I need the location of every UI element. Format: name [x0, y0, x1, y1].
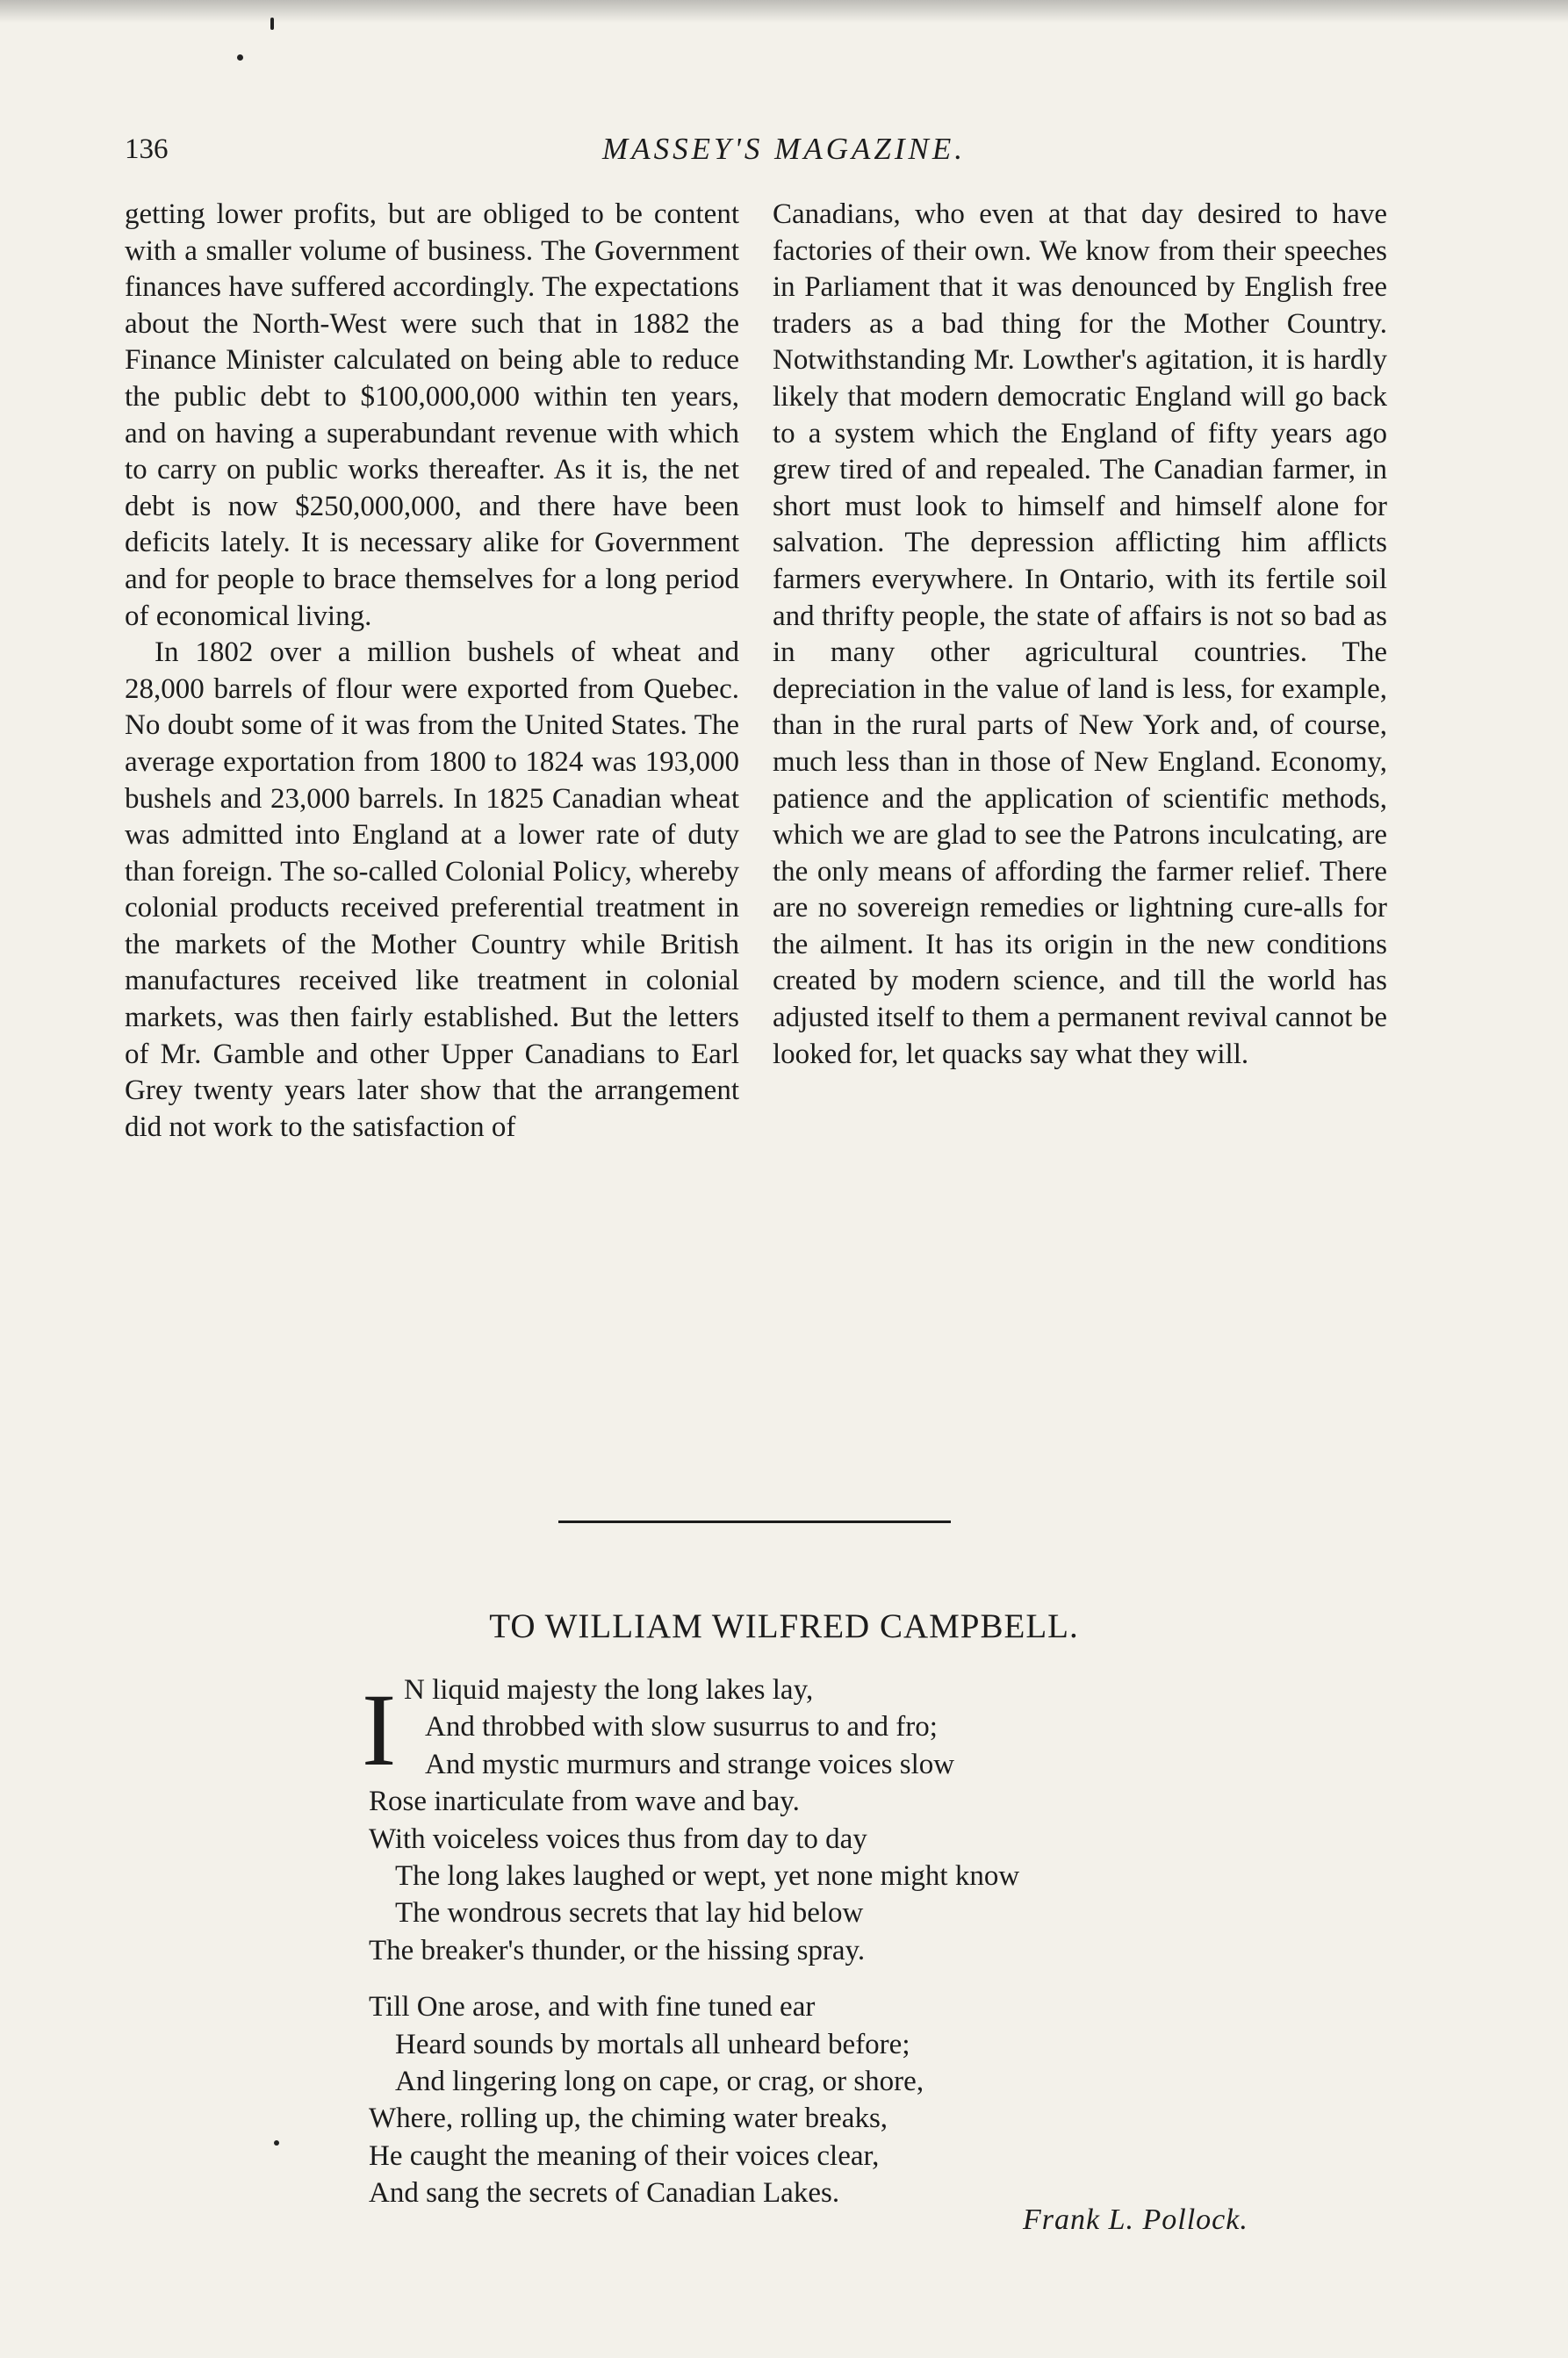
poem-author: Frank L. Pollock.: [1023, 2203, 1248, 2236]
left-column: [125, 197, 739, 1146]
poem-body: [369, 1671, 1247, 2232]
poem-line: The breaker's thunder, or the hissing spray.: [369, 1934, 866, 1966]
ink-speck: [237, 54, 243, 61]
poem-line: With voiceless voices thus from day to day: [369, 1822, 867, 1855]
paragraph: In 1802 over a million bushels of wheat and 28,000 barrels of flour were exported from Quebec. No doubt some of it was from the United States. The average exportation from 1800 to 1824 was 193,000 bushels and 23,000 barrels. In 1825 Canadian wheat was admitted into England at a lower rate of duty than foreign. The so-called Colonial Policy, whereby colonial products received preferential treatment in the markets of the Mother Country while British manufactures received like treatment in colonial markets, was then fairly established. But the letters of Mr. Gamble and other Upper Canadians to Earl Grey twenty years later show that the arrangement did not work to the satisfaction of: [125, 636, 739, 1143]
drop-cap: I: [362, 1672, 397, 1787]
poem-line: And throbbed with slow susurrus to and fro;: [425, 1711, 938, 1743]
poem-line: The wondrous secrets that lay hid below: [395, 1897, 864, 1930]
poem-line: And lingering long on cape, or crag, or shore,: [395, 2066, 924, 2098]
poem-line: Where, rolling up, the chiming water breaks,: [369, 2103, 888, 2135]
poem-line: And mystic murmurs and strange voices slow: [425, 1748, 955, 1780]
ink-speck: [274, 2140, 279, 2146]
poem-title: TO WILLIAM WILFRED CAMPBELL.: [489, 1607, 1079, 1645]
poem-line: He caught the meaning of their voices clear,: [369, 2139, 880, 2172]
scan-edge-shadow: [0, 0, 1568, 23]
poem-line: And sang the secrets of Canadian Lakes.: [369, 2177, 840, 2210]
section-divider: [558, 1520, 951, 1523]
poem-line: Heard sounds by mortals all unheard before;: [395, 2028, 910, 2060]
page-number: 136: [125, 133, 169, 165]
running-title: MASSEY'S MAGAZINE.: [602, 132, 966, 166]
poem-stanza: [369, 1988, 1247, 2211]
paragraph: getting lower profits, but are obliged to be content with a smaller volume of business. The Government finances have suffered accordingly. The expectations about the North-West were such that in 1882 the Finance Minister calculated on being able to reduce the public debt to $100,000,000 within ten years, and on having a superabundant revenue with which to carry on public works thereafter. As it is, the net debt is now $250,000,000, and there have been deficits lately. It is necessary alike for Government and for people to brace themselves for a long period of economical living.: [125, 198, 739, 632]
right-column: [773, 197, 1387, 1073]
poem-line: Till One arose, and with fine tuned ear: [369, 1991, 816, 2024]
poem-line: Rose inarticulate from wave and bay.: [369, 1786, 800, 1818]
ink-speck: [270, 18, 274, 30]
poem-line: N liquid majesty the long lakes lay,: [404, 1674, 814, 1706]
poem-line: The long lakes laughed or wept, yet none might know: [395, 1860, 1020, 1893]
poem-stanza: [369, 1671, 1247, 1969]
paragraph: Canadians, who even at that day desired to have factories of their own. We know from their speeches in Parliament that it was denounced by English free traders as a bad thing for the Mother Country. Notwithstanding Mr. Lowther's agitation, it is hardly likely that modern democratic England will go back to a system which the England of fifty years ago grew tired of and repealed. The Canadian farmer, in short must look to himself and himself alone for salvation. The depression afflicting him afflicts farmers everywhere. In Ontario, with its fertile soil and thrifty people, the state of affairs is not so bad as in many other agricultural countries. The depreciation in the value of land is less, for example, than in the rural parts of New York and, of course, much less than in those of New England. Economy, patience and the application of scientific methods, which we are glad to see the Patrons inculcating, are the only means of affording the farmer relief. There are no sovereign remedies or lightning cure-alls for the ailment. It has its origin in the new conditions created by modern science, and till the world has adjusted itself to them a permanent revival cannot be looked for, let quacks say what they will.: [773, 198, 1387, 1070]
